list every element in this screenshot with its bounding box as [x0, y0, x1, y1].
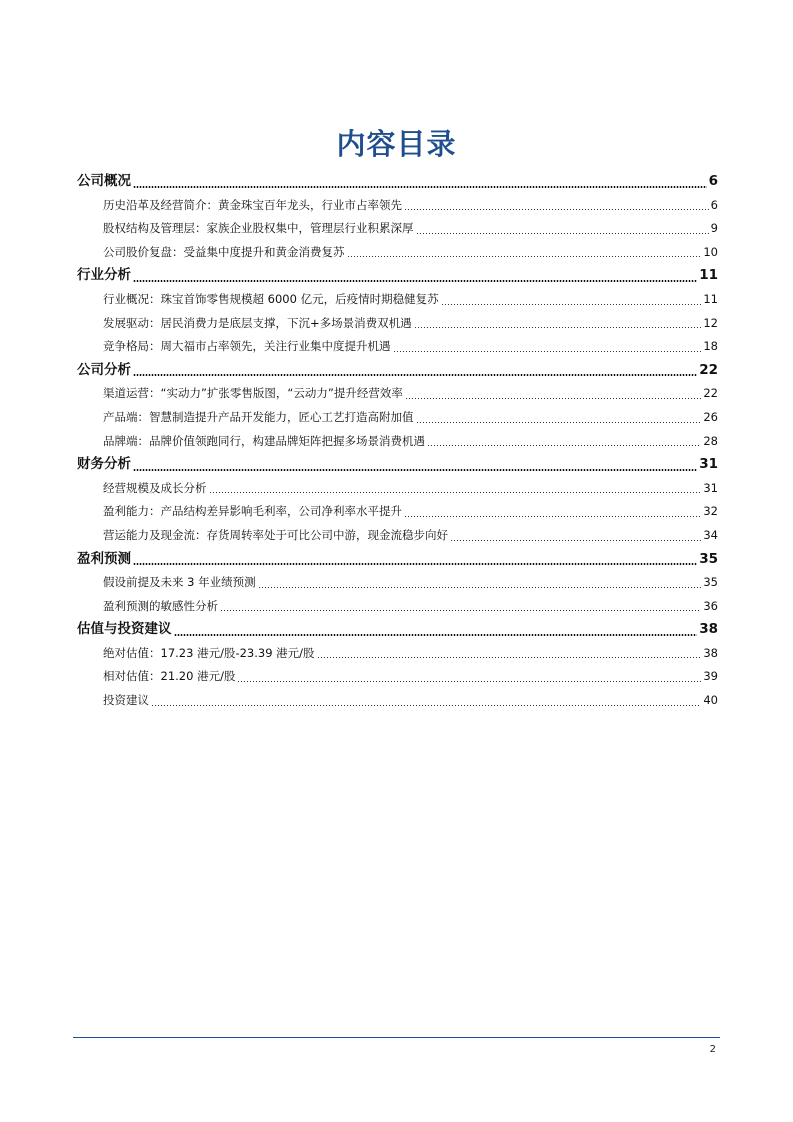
- toc-entry-label: 盈利能力：产品结构差异影响毛利率，公司净利率水平提升: [103, 504, 402, 519]
- toc-entry-level-1[interactable]: [77, 548, 718, 572]
- toc-entry-page: 31: [699, 456, 718, 473]
- toc-entry-label: 相对估值：21.20 港元/股: [103, 669, 236, 684]
- toc-entry-label: 渠道运营：“实动力”扩张零售版图，“云动力”提升经营效率: [103, 386, 403, 401]
- toc-section: [77, 618, 718, 712]
- dot-leader: [427, 445, 701, 446]
- toc-entry-page: 22: [703, 386, 718, 401]
- toc-entry-label: 行业概况：珠宝首饰零售规模超 6000 亿元，后疫情时期稳健复苏: [103, 291, 439, 306]
- toc-entry-page: 36: [703, 598, 718, 613]
- toc-section: [77, 264, 718, 358]
- dot-leader: [450, 540, 701, 541]
- page-number: 2: [709, 1044, 716, 1055]
- dot-leader: [174, 634, 698, 636]
- dot-leader: [393, 351, 702, 352]
- toc-entry-label: 发展驱动：居民消费力是底层支撑，下沉+多场景消费双机遇: [103, 315, 412, 330]
- toc-entry-page: 32: [703, 504, 718, 519]
- toc-entry-level-1[interactable]: [77, 453, 718, 477]
- footer-divider: [73, 1037, 720, 1038]
- toc-entry-label: 投资建议: [103, 693, 149, 708]
- toc-section: [77, 359, 718, 453]
- toc-entry-label: 盈利预测: [77, 550, 131, 567]
- toc-entry-label: 股权结构及管理层：家族企业股权集中，管理层行业积累深厚: [103, 221, 414, 236]
- toc-entry-page: 35: [699, 550, 718, 567]
- toc-entry-label: 历史沿革及经营简介：黄金珠宝百年龙头，行业市占率领先: [103, 197, 402, 212]
- toc-entry-level-1[interactable]: [77, 618, 718, 642]
- dot-leader: [237, 681, 701, 682]
- toc-entry-level-2[interactable]: [77, 194, 718, 218]
- toc-entry-page: 11: [699, 267, 718, 284]
- toc-entry-level-1[interactable]: [77, 170, 718, 194]
- dot-leader: [347, 256, 702, 257]
- toc-entry-page: 40: [703, 693, 718, 708]
- dot-leader: [209, 492, 702, 493]
- toc-entry-page: 11: [703, 291, 718, 306]
- toc-section: [77, 453, 718, 547]
- toc-entry-level-2[interactable]: [77, 500, 718, 524]
- table-of-contents: [77, 170, 718, 713]
- toc-entry-level-2[interactable]: [77, 406, 718, 430]
- toc-entry-label: 估值与投资建议: [77, 621, 172, 638]
- toc-entry-level-2[interactable]: [77, 595, 718, 619]
- dot-leader: [151, 705, 701, 706]
- toc-entry-level-2[interactable]: [77, 665, 718, 689]
- toc-entry-page: 38: [703, 645, 718, 660]
- dot-leader: [317, 657, 702, 658]
- toc-entry-level-2[interactable]: [77, 689, 718, 713]
- toc-entry-level-2[interactable]: [77, 642, 718, 666]
- dot-leader: [405, 398, 702, 399]
- dot-leader: [414, 327, 702, 328]
- toc-entry-page: 6: [708, 173, 718, 189]
- toc-entry-level-2[interactable]: [77, 335, 718, 359]
- toc-entry-level-2[interactable]: [77, 430, 718, 454]
- toc-section: [77, 170, 718, 264]
- toc-entry-level-2[interactable]: [77, 288, 718, 312]
- dot-leader: [133, 563, 697, 565]
- toc-entry-page: 10: [703, 244, 718, 259]
- page-title: 内容目录: [336, 127, 457, 161]
- toc-entry-label: 行业分析: [77, 267, 131, 284]
- dot-leader: [133, 374, 697, 376]
- toc-entry-page: 39: [703, 669, 718, 684]
- toc-entry-level-2[interactable]: [77, 217, 718, 241]
- toc-entry-page: 26: [703, 409, 718, 424]
- toc-entry-page: 34: [703, 527, 718, 542]
- dot-leader: [258, 587, 702, 588]
- toc-entry-label: 公司股价复盘：受益集中度提升和黄金消费复苏: [103, 244, 345, 259]
- toc-entry-page: 12: [703, 315, 718, 330]
- toc-entry-level-2[interactable]: [77, 477, 718, 501]
- dot-leader: [404, 516, 701, 517]
- toc-entry-level-1[interactable]: [77, 264, 718, 288]
- toc-entry-label: 公司概况: [77, 173, 131, 189]
- dot-leader: [416, 422, 702, 423]
- toc-entry-page: 9: [710, 221, 718, 236]
- toc-entry-label: 竞争格局：周大福市占率领先，关注行业集中度提升机遇: [103, 339, 391, 354]
- toc-entry-page: 22: [699, 361, 718, 378]
- toc-entry-label: 营运能力及现金流：存货周转率处于可比公司中游，现金流稳步向好: [103, 527, 448, 542]
- toc-entry-level-2[interactable]: [77, 312, 718, 336]
- toc-entry-label: 绝对估值：17.23 港元/股-23.39 港元/股: [103, 645, 315, 660]
- toc-entry-label: 产品端：智慧制造提升产品开发能力，匠心工艺打造高附加值: [103, 409, 414, 424]
- dot-leader: [133, 469, 697, 471]
- toc-entry-label: 品牌端：品牌价值领跑同行，构建品牌矩阵把握多场景消费机遇: [103, 433, 425, 448]
- toc-entry-page: 35: [703, 575, 718, 590]
- toc-entry-page: 28: [703, 433, 718, 448]
- toc-section: [77, 548, 718, 619]
- toc-entry-page: 18: [703, 339, 718, 354]
- toc-entry-label: 假设前提及未来 3 年业绩预测: [103, 575, 256, 590]
- dot-leader: [416, 233, 709, 234]
- dot-leader: [441, 304, 702, 305]
- toc-entry-level-2[interactable]: [77, 382, 718, 406]
- toc-entry-level-2[interactable]: [77, 241, 718, 265]
- toc-entry-label: 财务分析: [77, 456, 131, 473]
- toc-entry-label: 盈利预测的敏感性分析: [103, 598, 218, 613]
- toc-entry-label: 经营规模及成长分析: [103, 480, 207, 495]
- toc-entry-level-2[interactable]: [77, 524, 718, 548]
- dot-leader: [220, 610, 701, 611]
- dot-leader: [404, 209, 709, 210]
- toc-entry-label: 公司分析: [77, 361, 131, 378]
- toc-entry-page: 38: [699, 621, 718, 638]
- dot-leader: [133, 280, 697, 282]
- toc-entry-page: 31: [703, 480, 718, 495]
- toc-entry-page: 6: [710, 197, 718, 212]
- toc-entry-level-2[interactable]: [77, 571, 718, 595]
- dot-leader: [133, 186, 707, 188]
- toc-entry-level-1[interactable]: [77, 359, 718, 383]
